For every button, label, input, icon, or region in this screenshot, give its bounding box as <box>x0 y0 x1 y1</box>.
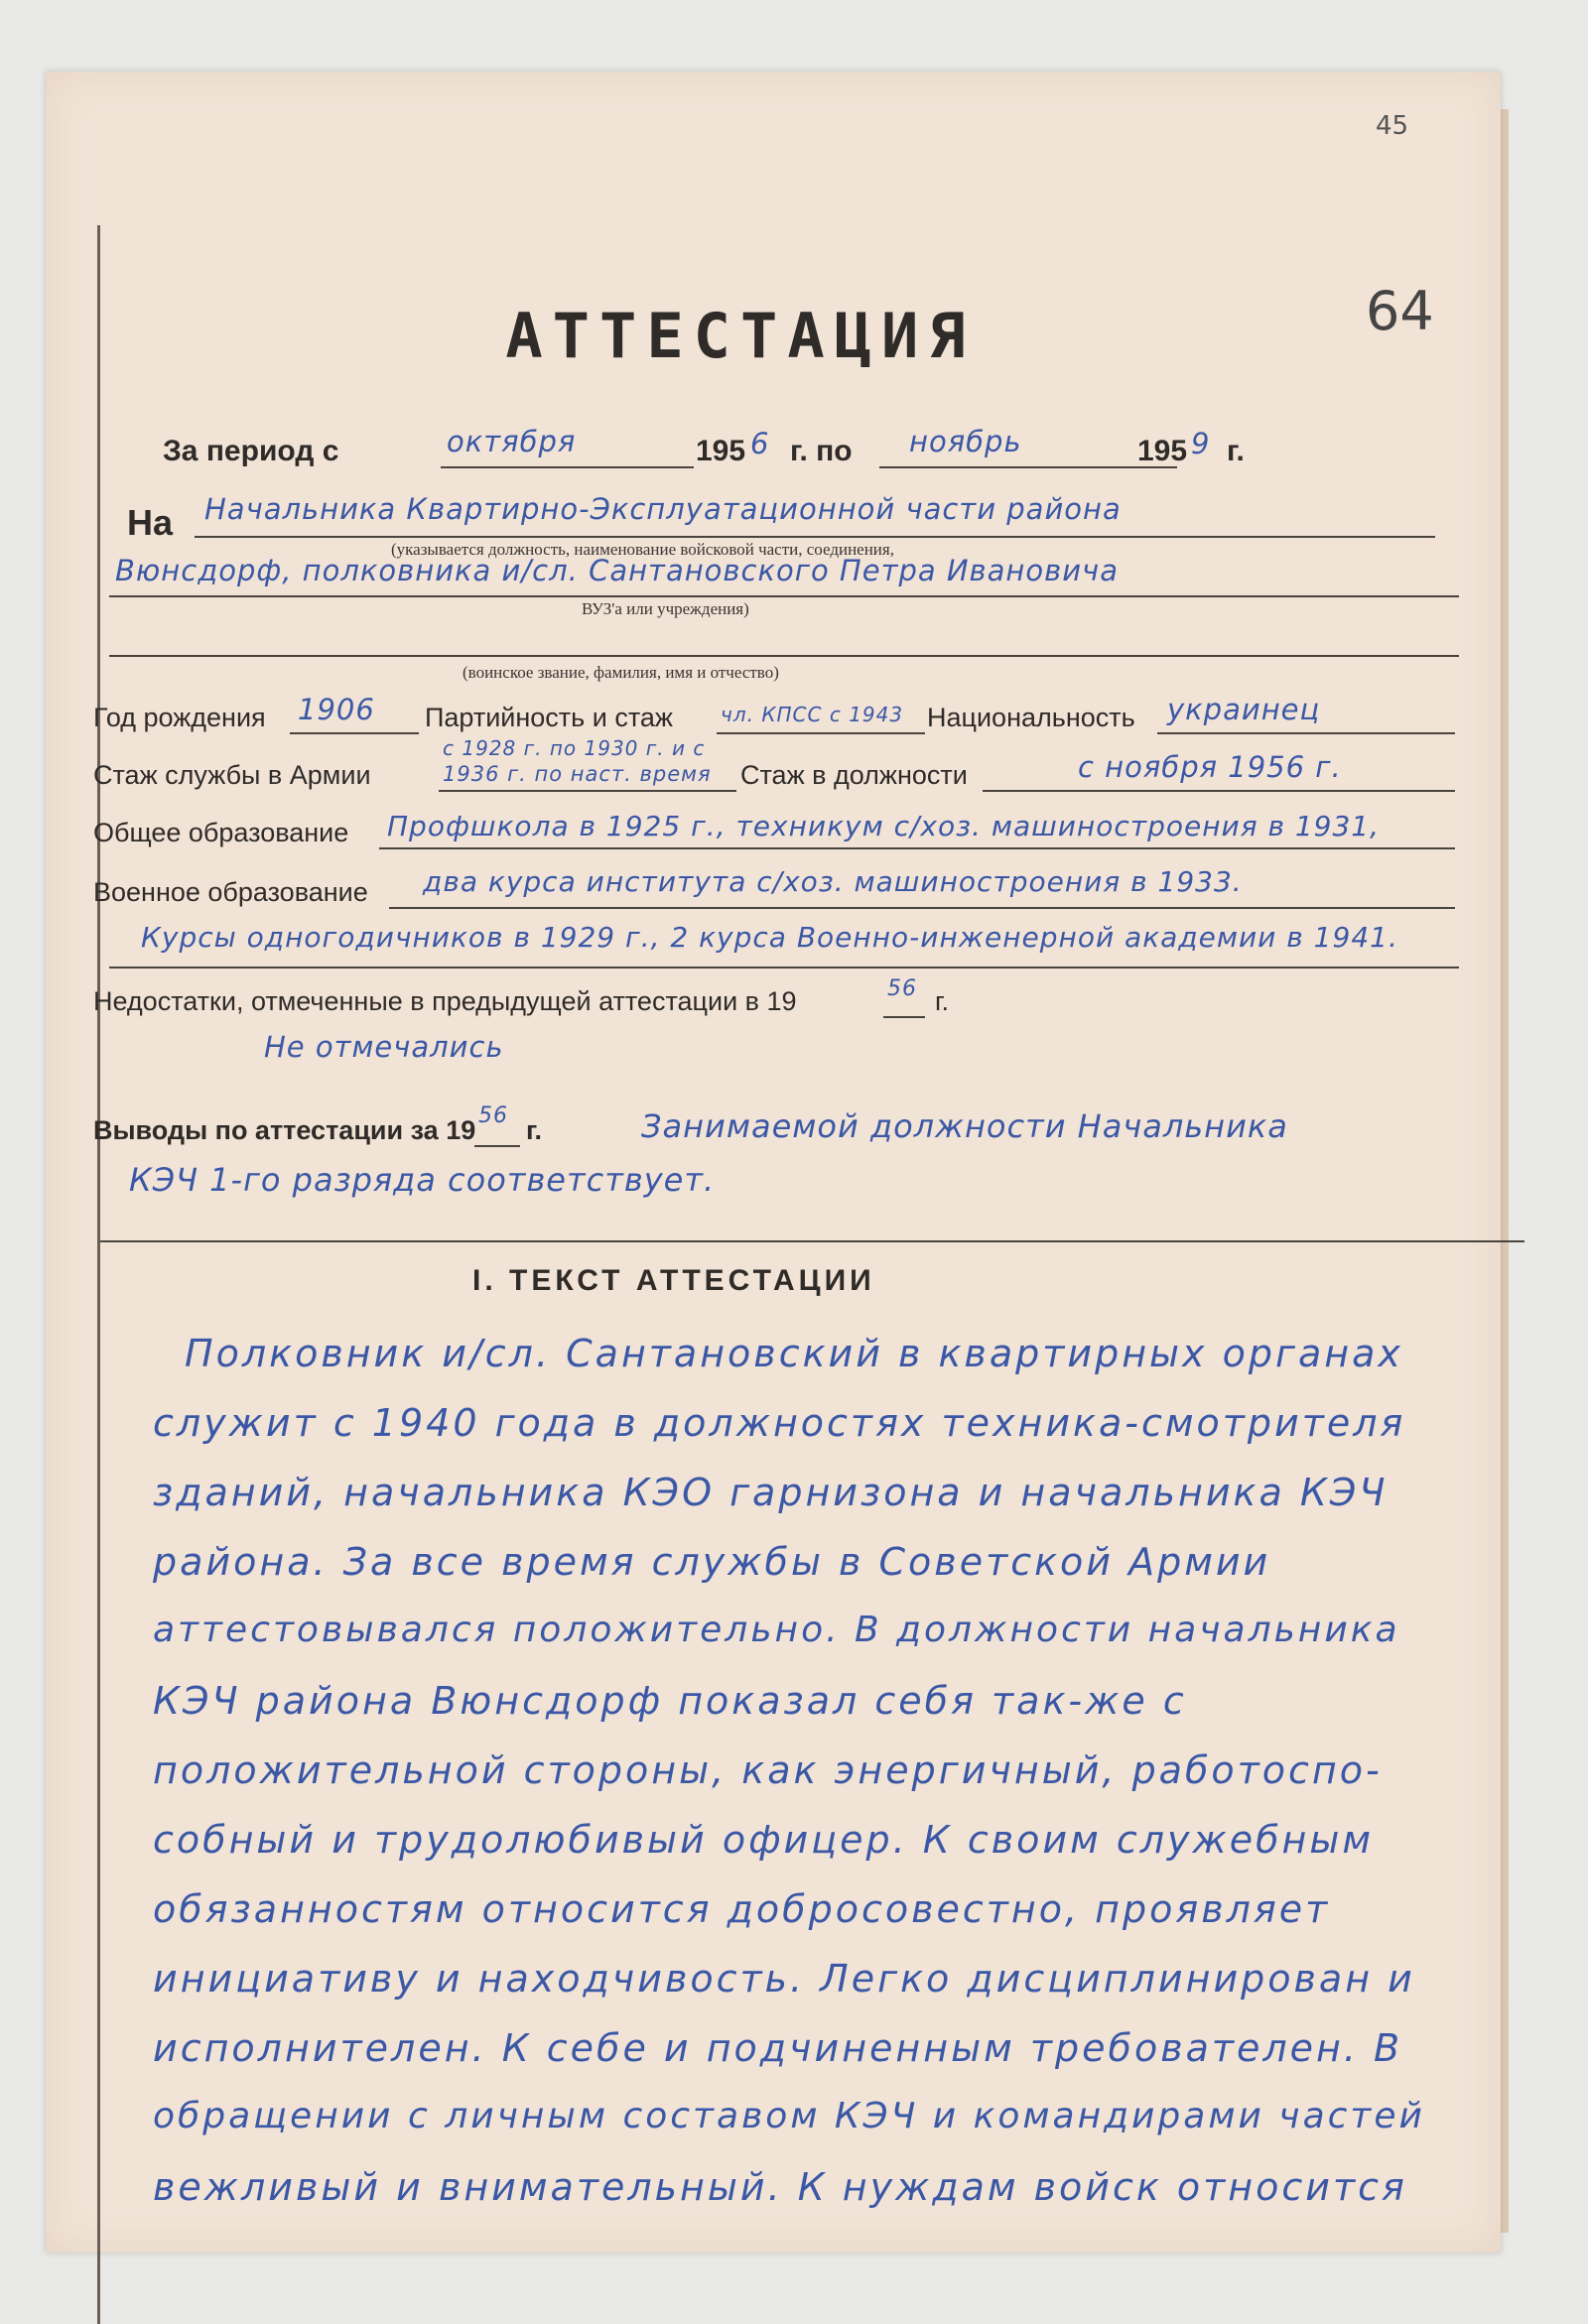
position-label: Стаж в должности <box>740 760 968 790</box>
military-line <box>389 907 1455 909</box>
position-line <box>983 790 1455 792</box>
extra-line-rule <box>109 967 1459 968</box>
rank-line <box>109 655 1459 657</box>
on-caption-3: (воинское звание, фамилия, имя и отчество) <box>463 663 779 682</box>
on-line-2 <box>109 595 1459 597</box>
birth-line <box>290 732 419 734</box>
conclusions-value-2: КЭЧ 1-го разряда соответствует. <box>129 1161 716 1199</box>
section-heading: I. ТЕКСТ АТТЕСТАЦИИ <box>472 1264 875 1297</box>
document-sheet <box>46 71 1501 2253</box>
period-to-year: 9 <box>1191 427 1211 460</box>
shortcomings-year: 56 <box>887 976 917 1001</box>
birth-label: Год рождения <box>93 703 266 732</box>
period-year-prefix-1: 195 <box>696 435 746 467</box>
conclusions-year: 56 <box>478 1103 508 1128</box>
period-year-prefix-2: 195 <box>1137 435 1188 467</box>
conclusions-suffix: г. <box>526 1115 543 1145</box>
on-line-1 <box>195 536 1435 538</box>
text-line: исполнителен. К себе и подчиненным требователен. В <box>153 2026 1403 2070</box>
nation-line <box>1157 732 1455 734</box>
party-line <box>717 732 925 734</box>
document-title: АТТЕСТАЦИЯ <box>505 300 976 372</box>
shortcomings-year-line <box>883 1016 925 1018</box>
margin-line <box>97 225 100 2324</box>
text-line: служит с 1940 года в должностях техника-смотрителя <box>153 1401 1406 1445</box>
period-from-month: октября <box>447 425 577 458</box>
text-line: обязанностям относится добросовестно, проявляет <box>153 1887 1331 1931</box>
text-line: положительной стороны, как энергичный, работоспо- <box>153 1748 1383 1792</box>
text-line: обращении с личным составом КЭЧ и командирами частей <box>153 2096 1425 2136</box>
birth-value: 1906 <box>298 693 375 726</box>
shortcomings-suffix: г. <box>935 986 950 1016</box>
position-value: с ноября 1956 г. <box>1078 750 1342 784</box>
shortcomings-label: Недостатки, отмеченные в предыдущей аттестации в 19 <box>93 986 797 1016</box>
period-to-month: ноябрь <box>909 425 1022 458</box>
conclusions-value-1: Занимаемой должности Начальника <box>641 1107 1288 1145</box>
on-value-2: Вюнсдорф, полковника и/сл. Сантановского Петра Ивановича <box>115 554 1119 587</box>
text-line: зданий, начальника КЭО гарнизона и начальника КЭЧ <box>153 1471 1389 1514</box>
military-extra: Курсы одногодичников в 1929 г., 2 курса Военно-инженерной академии в 1941. <box>141 921 1398 954</box>
party-label: Партийность и стаж <box>425 703 673 732</box>
text-line: вежливый и внимательный. К нуждам войск относится <box>153 2165 1407 2209</box>
period-from-label: За период с <box>163 435 339 467</box>
on-caption-1: (указывается должность, наименование войсковой части, соединения, <box>391 540 894 559</box>
general-label: Общее образование <box>93 818 349 847</box>
text-line: аттестовывался положительно. В должности начальника <box>153 1610 1400 1650</box>
text-line: Полковник и/сл. Сантановский в квартирных органах <box>185 1332 1403 1375</box>
nation-label: Национальность <box>927 703 1135 732</box>
side-mark: 64 <box>1366 280 1434 342</box>
shortcomings-value: Не отмечались <box>264 1030 504 1064</box>
section-divider <box>100 1240 1524 1242</box>
period-to-label: г. по <box>790 435 853 467</box>
conclusions-year-line <box>474 1145 520 1147</box>
period-from-year: 6 <box>750 427 770 460</box>
period-to-month-line <box>879 466 1177 468</box>
on-label: На <box>127 502 174 543</box>
text-line: собный и трудолюбивый офицер. К своим служебным <box>153 1818 1375 1862</box>
period-from-month-line <box>441 466 694 468</box>
on-value-1: Начальника Квартирно-Эксплуатационной части района <box>204 492 1122 526</box>
general-value: Профшкола в 1925 г., техникум с/хоз. машиностроения в 1931, <box>387 810 1381 842</box>
military-value: два курса института с/хоз. машиностроения в 1933. <box>423 865 1243 898</box>
nation-value: украинец <box>1167 693 1321 726</box>
service-note: с 1928 г. по 1930 г. и с <box>443 736 706 760</box>
service-label: Стаж службы в Армии <box>93 760 371 790</box>
party-value: чл. КПСС с 1943 <box>721 703 904 726</box>
on-caption-2: ВУЗ'а или учреждения) <box>582 599 749 618</box>
conclusions-label: Выводы по аттестации за 19 <box>93 1115 476 1145</box>
general-line <box>379 847 1455 849</box>
text-line: района. За все время службы в Советской Армии <box>153 1540 1271 1584</box>
service-line <box>439 790 736 792</box>
text-line: КЭЧ района Вюнсдорф показал себя так-же с <box>153 1679 1187 1723</box>
military-label: Военное образование <box>93 877 368 907</box>
page-number: 45 <box>1376 111 1409 141</box>
text-line: инициативу и находчивость. Легко дисциплинирован и <box>153 1957 1415 2001</box>
service-value: 1936 г. по наст. время <box>443 762 712 786</box>
period-suffix: г. <box>1227 435 1245 467</box>
